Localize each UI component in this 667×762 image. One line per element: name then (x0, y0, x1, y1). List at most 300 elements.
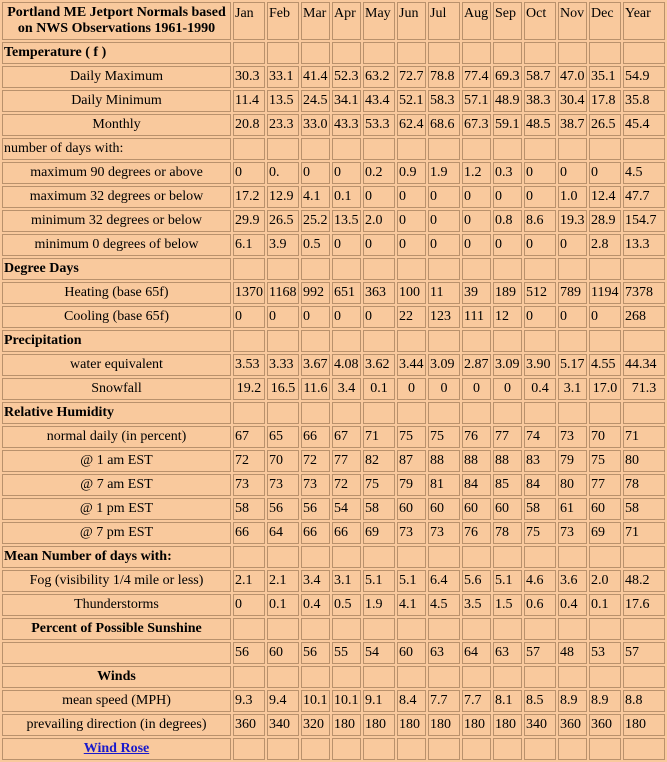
empty-cell (589, 258, 621, 280)
value-cell: 26.5 (589, 114, 621, 136)
empty-cell (267, 138, 299, 160)
value-cell: 56 (267, 498, 299, 520)
empty-cell (524, 258, 556, 280)
value-cell: 73 (558, 522, 587, 544)
value-cell: 80 (558, 474, 587, 496)
value-cell: 41.4 (301, 66, 330, 88)
value-cell: 52.1 (397, 90, 426, 112)
value-cell: 58 (623, 498, 665, 520)
empty-cell (524, 330, 556, 352)
empty-cell (233, 618, 265, 640)
value-cell: 13.5 (267, 90, 299, 112)
value-cell: 60 (589, 498, 621, 520)
empty-cell (233, 402, 265, 424)
value-cell: 5.6 (462, 570, 491, 592)
value-cell: 360 (589, 714, 621, 736)
value-cell: 58.3 (428, 90, 460, 112)
value-cell: 69 (589, 522, 621, 544)
value-cell: 2.1 (267, 570, 299, 592)
value-cell: 0.5 (332, 594, 361, 616)
value-cell: 87 (397, 450, 426, 472)
value-cell: 0.6 (524, 594, 556, 616)
table-row (2, 378, 665, 400)
empty-cell (332, 738, 361, 760)
value-cell: 13.3 (623, 234, 665, 256)
value-cell: 76 (462, 426, 491, 448)
empty-cell (428, 738, 460, 760)
value-cell: 5.17 (558, 354, 587, 376)
value-cell: 84 (462, 474, 491, 496)
value-cell: 39 (462, 282, 491, 304)
table-row (2, 210, 665, 232)
value-cell: 5.1 (493, 570, 522, 592)
empty-cell (397, 666, 426, 688)
value-cell: 62.4 (397, 114, 426, 136)
value-cell: 77 (589, 474, 621, 496)
value-cell: 84 (524, 474, 556, 496)
value-cell: 0 (462, 234, 491, 256)
value-cell: 24.5 (301, 90, 330, 112)
wind-rose-link[interactable]: Wind Rose (83, 741, 150, 756)
table-row (2, 306, 665, 328)
value-cell: 74 (524, 426, 556, 448)
value-cell: 47.0 (558, 66, 587, 88)
value-cell: 180 (493, 714, 522, 736)
month-header: Feb (267, 2, 299, 40)
value-cell: 13.5 (332, 210, 361, 232)
value-cell: 60 (397, 498, 426, 520)
empty-cell (462, 330, 491, 352)
empty-cell (623, 138, 665, 160)
empty-cell (233, 546, 265, 568)
value-cell: 7.7 (428, 690, 460, 712)
empty-cell (267, 738, 299, 760)
value-cell: 3.62 (363, 354, 395, 376)
row-label: @ 1 pm EST (2, 498, 231, 520)
value-cell: 88 (493, 450, 522, 472)
value-cell: 789 (558, 282, 587, 304)
empty-cell (428, 330, 460, 352)
value-cell: 58 (363, 498, 395, 520)
value-cell: 88 (462, 450, 491, 472)
empty-cell (428, 666, 460, 688)
value-cell: 0 (397, 210, 426, 232)
value-cell: 23.3 (267, 114, 299, 136)
empty-cell (623, 402, 665, 424)
section-heading: Winds (2, 666, 231, 688)
value-cell: 35.8 (623, 90, 665, 112)
table-row (2, 258, 665, 280)
row-label: @ 7 pm EST (2, 522, 231, 544)
empty-cell (301, 402, 330, 424)
value-cell: 0 (558, 234, 587, 256)
empty-cell (558, 42, 587, 64)
value-cell: 12.9 (267, 186, 299, 208)
empty-cell (397, 330, 426, 352)
value-cell: 2.87 (462, 354, 491, 376)
value-cell: 0.2 (363, 162, 395, 184)
value-cell: 83 (524, 450, 556, 472)
table-row (2, 426, 665, 448)
value-cell: 0.1 (363, 378, 395, 400)
empty-cell (428, 618, 460, 640)
row-label: Heating (base 65f) (2, 282, 231, 304)
month-header: Jul (428, 2, 460, 40)
value-cell: 48 (558, 642, 587, 664)
month-header: Oct (524, 2, 556, 40)
value-cell: 66 (233, 522, 265, 544)
empty-cell (623, 42, 665, 64)
value-cell: 11 (428, 282, 460, 304)
value-cell: 3.90 (524, 354, 556, 376)
empty-cell (558, 138, 587, 160)
value-cell: 0.1 (589, 594, 621, 616)
empty-cell (524, 666, 556, 688)
value-cell: 0 (524, 306, 556, 328)
row-label: water equivalent (2, 354, 231, 376)
table-row (2, 594, 665, 616)
value-cell: 58 (233, 498, 265, 520)
row-label: Daily Minimum (2, 90, 231, 112)
empty-cell (623, 258, 665, 280)
empty-cell (301, 738, 330, 760)
value-cell: 5.1 (363, 570, 395, 592)
table-row (2, 234, 665, 256)
month-header: Apr (332, 2, 361, 40)
value-cell: 70 (589, 426, 621, 448)
row-label: prevailing direction (in degrees) (2, 714, 231, 736)
value-cell: 26.5 (267, 210, 299, 232)
value-cell: 8.1 (493, 690, 522, 712)
empty-cell (589, 618, 621, 640)
value-cell: 8.4 (397, 690, 426, 712)
empty-cell (589, 666, 621, 688)
value-cell: 0.1 (332, 186, 361, 208)
value-cell: 75 (397, 426, 426, 448)
value-cell: 0 (233, 594, 265, 616)
value-cell: 1.2 (462, 162, 491, 184)
table-row (2, 138, 665, 160)
empty-cell (462, 738, 491, 760)
value-cell: 58 (524, 498, 556, 520)
value-cell: 0 (363, 186, 395, 208)
value-cell: 0 (558, 162, 587, 184)
empty-cell (623, 546, 665, 568)
value-cell: 57.1 (462, 90, 491, 112)
value-cell: 0 (397, 378, 426, 400)
empty-cell (558, 402, 587, 424)
table-row (2, 666, 665, 688)
empty-cell (267, 330, 299, 352)
value-cell: 77 (332, 450, 361, 472)
empty-cell (397, 138, 426, 160)
empty-cell (493, 546, 522, 568)
value-cell: 66 (301, 522, 330, 544)
value-cell: 12.4 (589, 186, 621, 208)
value-cell: 19.2 (233, 378, 265, 400)
empty-cell (558, 738, 587, 760)
value-cell: 53.3 (363, 114, 395, 136)
table-row (2, 186, 665, 208)
value-cell: 17.2 (233, 186, 265, 208)
empty-cell (428, 258, 460, 280)
value-cell: 3.5 (462, 594, 491, 616)
value-cell: 0 (524, 186, 556, 208)
row-label: Cooling (base 65f) (2, 306, 231, 328)
value-cell: 44.34 (623, 354, 665, 376)
empty-cell (428, 402, 460, 424)
empty-cell (363, 330, 395, 352)
empty-cell (267, 258, 299, 280)
value-cell: 67.3 (462, 114, 491, 136)
value-cell: 180 (397, 714, 426, 736)
table-row (2, 66, 665, 88)
value-cell: 66 (301, 426, 330, 448)
section-heading: Percent of Possible Sunshine (2, 618, 231, 640)
value-cell: 12 (493, 306, 522, 328)
row-label (2, 642, 231, 664)
value-cell: 29.9 (233, 210, 265, 232)
value-cell: 1.0 (558, 186, 587, 208)
value-cell: 1168 (267, 282, 299, 304)
value-cell: 3.53 (233, 354, 265, 376)
value-cell: 71 (623, 426, 665, 448)
value-cell: 180 (363, 714, 395, 736)
value-cell: 17.6 (623, 594, 665, 616)
value-cell: 0 (462, 378, 491, 400)
value-cell: 73 (233, 474, 265, 496)
value-cell: 54.9 (623, 66, 665, 88)
value-cell: 4.1 (397, 594, 426, 616)
empty-cell (397, 738, 426, 760)
value-cell: 76 (462, 522, 491, 544)
value-cell: 0.1 (267, 594, 299, 616)
row-label: Thunderstorms (2, 594, 231, 616)
value-cell: 73 (397, 522, 426, 544)
value-cell: 2.0 (589, 570, 621, 592)
value-cell: 81 (428, 474, 460, 496)
value-cell: 63.2 (363, 66, 395, 88)
value-cell: 48.5 (524, 114, 556, 136)
value-cell: 67 (332, 426, 361, 448)
value-cell: 66 (332, 522, 361, 544)
value-cell: 56 (301, 642, 330, 664)
value-cell: 69.3 (493, 66, 522, 88)
table-row (2, 618, 665, 640)
row-label: Fog (visibility 1/4 mile or less) (2, 570, 231, 592)
empty-cell (558, 618, 587, 640)
table-row (2, 714, 665, 736)
value-cell: 43.4 (363, 90, 395, 112)
empty-cell (363, 618, 395, 640)
value-cell: 3.6 (558, 570, 587, 592)
value-cell: 3.44 (397, 354, 426, 376)
empty-cell (233, 258, 265, 280)
table-row (2, 90, 665, 112)
value-cell: 100 (397, 282, 426, 304)
month-header: Aug (462, 2, 491, 40)
table-row (2, 42, 665, 64)
value-cell: 73 (558, 426, 587, 448)
empty-cell (301, 666, 330, 688)
row-label: @ 7 am EST (2, 474, 231, 496)
value-cell: 20.8 (233, 114, 265, 136)
value-cell: 57 (623, 642, 665, 664)
value-cell: 3.09 (493, 354, 522, 376)
value-cell: 10.1 (332, 690, 361, 712)
value-cell: 54 (332, 498, 361, 520)
value-cell: 6.1 (233, 234, 265, 256)
value-cell: 48.2 (623, 570, 665, 592)
empty-cell (301, 138, 330, 160)
empty-cell (363, 546, 395, 568)
value-cell: 0. (267, 162, 299, 184)
value-cell: 4.5 (623, 162, 665, 184)
empty-cell (332, 42, 361, 64)
value-cell: 340 (524, 714, 556, 736)
value-cell: 3.67 (301, 354, 330, 376)
value-cell: 8.9 (589, 690, 621, 712)
table-row (2, 330, 665, 352)
value-cell: 0.9 (397, 162, 426, 184)
value-cell: 0 (428, 234, 460, 256)
empty-cell (493, 666, 522, 688)
value-cell: 48.9 (493, 90, 522, 112)
value-cell: 5.1 (397, 570, 426, 592)
value-cell: 10.1 (301, 690, 330, 712)
value-cell: 45.4 (623, 114, 665, 136)
value-cell: 4.55 (589, 354, 621, 376)
empty-cell (558, 258, 587, 280)
month-header: Jun (397, 2, 426, 40)
table-row (2, 642, 665, 664)
empty-cell (332, 330, 361, 352)
row-label: maximum 90 degrees or above (2, 162, 231, 184)
value-cell: 80 (623, 450, 665, 472)
value-cell: 73 (301, 474, 330, 496)
value-cell: 58.7 (524, 66, 556, 88)
value-cell: 11.4 (233, 90, 265, 112)
value-cell: 63 (428, 642, 460, 664)
table-row (2, 450, 665, 472)
value-cell: 9.4 (267, 690, 299, 712)
empty-cell (589, 402, 621, 424)
value-cell: 0 (524, 234, 556, 256)
value-cell: 1370 (233, 282, 265, 304)
empty-cell (397, 42, 426, 64)
value-cell: 1.9 (428, 162, 460, 184)
year-header: Year (623, 2, 665, 40)
value-cell: 123 (428, 306, 460, 328)
value-cell: 33.0 (301, 114, 330, 136)
empty-cell (332, 402, 361, 424)
value-cell: 0.4 (524, 378, 556, 400)
value-cell: 61 (558, 498, 587, 520)
value-cell: 189 (493, 282, 522, 304)
value-cell: 340 (267, 714, 299, 736)
empty-cell (558, 330, 587, 352)
empty-cell (332, 666, 361, 688)
value-cell: 72.7 (397, 66, 426, 88)
value-cell: 0 (332, 234, 361, 256)
value-cell: 85 (493, 474, 522, 496)
value-cell: 52.3 (332, 66, 361, 88)
value-cell: 3.1 (558, 378, 587, 400)
month-header: Dec (589, 2, 621, 40)
section-heading: Degree Days (2, 258, 231, 280)
table-row (2, 522, 665, 544)
empty-cell (397, 546, 426, 568)
empty-cell (623, 330, 665, 352)
value-cell: 360 (233, 714, 265, 736)
empty-cell (493, 42, 522, 64)
empty-cell (493, 618, 522, 640)
empty-cell (332, 546, 361, 568)
empty-cell (301, 258, 330, 280)
value-cell: 180 (332, 714, 361, 736)
empty-cell (462, 402, 491, 424)
value-cell: 4.6 (524, 570, 556, 592)
empty-cell (623, 618, 665, 640)
value-cell: 0 (301, 306, 330, 328)
value-cell: 75 (524, 522, 556, 544)
value-cell: 68.6 (428, 114, 460, 136)
value-cell: 3.4 (332, 378, 361, 400)
table-row (2, 474, 665, 496)
wind-rose-cell (2, 738, 231, 760)
table-row (2, 402, 665, 424)
value-cell: 0.5 (301, 234, 330, 256)
value-cell: 4.08 (332, 354, 361, 376)
empty-cell (524, 402, 556, 424)
value-cell: 268 (623, 306, 665, 328)
value-cell: 60 (397, 642, 426, 664)
month-header: Sep (493, 2, 522, 40)
value-cell: 71 (623, 522, 665, 544)
value-cell: 7378 (623, 282, 665, 304)
value-cell: 7.7 (462, 690, 491, 712)
value-cell: 180 (462, 714, 491, 736)
empty-cell (301, 618, 330, 640)
value-cell: 0 (363, 234, 395, 256)
value-cell: 0 (267, 306, 299, 328)
section-heading: Precipitation (2, 330, 231, 352)
empty-cell (233, 42, 265, 64)
empty-cell (363, 138, 395, 160)
value-cell: 512 (524, 282, 556, 304)
empty-cell (524, 546, 556, 568)
value-cell: 2.0 (363, 210, 395, 232)
value-cell: 8.9 (558, 690, 587, 712)
empty-cell (589, 546, 621, 568)
value-cell: 75 (589, 450, 621, 472)
empty-cell (524, 42, 556, 64)
value-cell: 0 (301, 162, 330, 184)
value-cell: 0 (428, 186, 460, 208)
row-label: @ 1 am EST (2, 450, 231, 472)
value-cell: 65 (267, 426, 299, 448)
value-cell: 154.7 (623, 210, 665, 232)
value-cell: 0 (462, 186, 491, 208)
header-row (2, 2, 665, 40)
table-row (2, 114, 665, 136)
value-cell: 3.4 (301, 570, 330, 592)
value-cell: 0 (589, 162, 621, 184)
empty-cell (428, 546, 460, 568)
table-row (2, 354, 665, 376)
empty-cell (428, 138, 460, 160)
value-cell: 180 (623, 714, 665, 736)
